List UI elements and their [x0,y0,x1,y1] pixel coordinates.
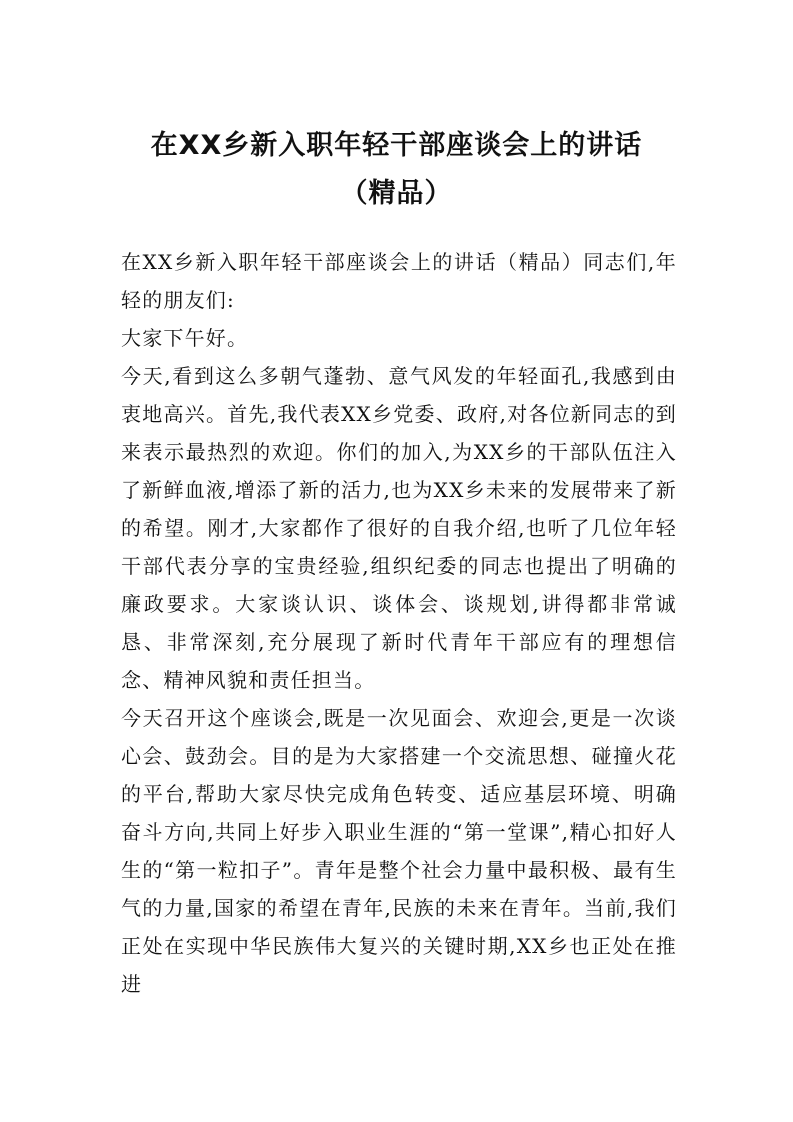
paragraph-purpose: 今天召开这个座谈会,既是一次见面会、欢迎会,更是一次谈心会、鼓劲会。目的是为大家搭建一个交流思想、碰撞火花的平台,帮助大家尽快完成角色转变、适应基层环境、明确奋斗方向,共同上好步入职业生涯的“第一堂课”,精心扣好人生的“第一粒扣子”。青年是整个社会力量中最积极、最有生气的力量,国家的希望在青年,民族的未来在青年。当前,我们正处在实现中华民族伟大复兴的关键时期,XX乡也正处在推进 [121,706,677,996]
document-body [121,243,677,1003]
paragraph-salutation: 大家下午好。 [121,326,249,350]
document-title: 在XX乡新入职年轻干部座谈会上的讲话 [150,130,643,161]
document-title-suffix: （精品） [340,178,453,209]
paragraph-greeting: 在XX乡新入职年轻干部座谈会上的讲话（精品）同志们,年轻的朋友们: [121,250,677,312]
paragraph-welcome: 今天,看到这么多朝气蓬勃、意气风发的年轻面孔,我感到由衷地高兴。首先,我代表XX乡党委、政府,对各位新同志的到来表示最热烈的欢迎。你们的加入,为XX乡的干部队伍注入了新鲜血液,增添了新的活力,也为XX乡未来的发展带来了新的希望。刚才,大家都作了很好的自我介绍,也听了几位年轻干部代表分享的宝贵经验,组织纪委的同志也提出了明确的廉政要求。大家谈认识、谈体会、谈规划,讲得都非常诚恳、非常深刻,充分展现了新时代青年干部应有的理想信念、精神风貌和责任担当。 [121,364,677,692]
